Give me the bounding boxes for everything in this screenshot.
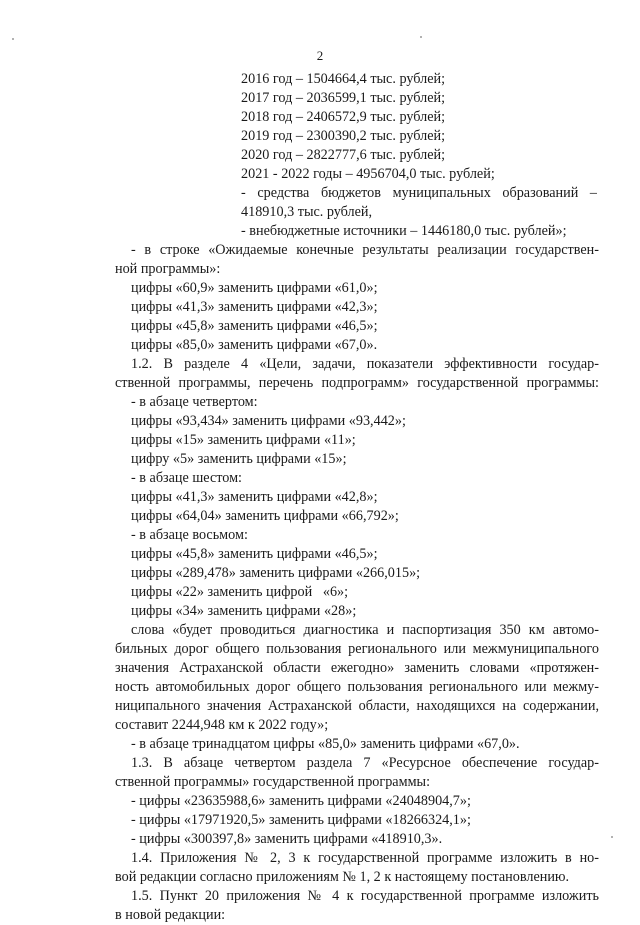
text-line-22: - в абзаце шестом:	[131, 470, 242, 486]
text-line-36: - в абзаце тринадцатом цифры «85,0» заменить цифрами «67,0».	[131, 736, 520, 752]
text-line-16: 1.2. В разделе 4 «Цели, задачи, показатели эффективности государ-	[131, 356, 599, 372]
text-line-9: - внебюджетные источники – 1446180,0 тыс. рублей»;	[241, 223, 567, 239]
text-line-21: цифру «5» заменить цифрами «15»;	[131, 451, 347, 467]
text-line-26: цифры «45,8» заменить цифрами «46,5»;	[131, 546, 378, 562]
scan-speck	[12, 38, 14, 40]
text-line-20: цифры «15» заменить цифрами «11»;	[131, 432, 356, 448]
text-line-15: цифры «85,0» заменить цифрами «67,0».	[131, 337, 378, 353]
text-line-34: ниципального значения Астраханской области, находящихся на содержании,	[115, 698, 599, 714]
text-line-44: 1.5. Пункт 20 приложения № 4 к государственной программе изложить	[131, 888, 599, 904]
page-number: 2	[316, 48, 324, 63]
text-line-31: бильных дорог общего пользования регионального или межмуниципального	[115, 641, 599, 657]
text-line-24: цифры «64,04» заменить цифрами «66,792»;	[131, 508, 399, 524]
text-line-33: ность автомобильных дорог общего пользования регионального или межму-	[115, 679, 599, 695]
text-line-32: значения Астраханской области ежегодно» заменить словами «протяжен-	[115, 660, 599, 676]
text-line-41: - цифры «300397,8» заменить цифрами «418910,3».	[131, 831, 443, 847]
scan-speck	[420, 36, 422, 38]
text-line-2: 2017 год – 2036599,1 тыс. рублей;	[241, 90, 446, 106]
text-line-18: - в абзаце четвертом:	[131, 394, 258, 410]
text-line-28: цифры «22» заменить цифрой «6»;	[131, 584, 349, 600]
text-line-12: цифры «60,9» заменить цифрами «61,0»;	[131, 280, 378, 296]
text-line-30: слова «будет проводиться диагностика и паспортизация 350 км автомо-	[131, 622, 599, 638]
text-line-5: 2020 год – 2822777,6 тыс. рублей;	[241, 147, 446, 163]
text-line-45: в новой редакции:	[115, 907, 226, 923]
text-line-43: вой редакции согласно приложениям № 1, 2 к настоящему постановлению.	[115, 869, 570, 885]
text-line-37: 1.3. В абзаце четвертом раздела 7 «Ресурсное обеспечение государ-	[131, 755, 599, 771]
text-line-40: - цифры «17971920,5» заменить цифрами «18266324,1»;	[131, 812, 471, 828]
text-line-10: - в строке «Ожидаемые конечные результаты реализации государствен-	[131, 242, 599, 258]
text-line-38: ственной программы» государственной программы:	[115, 774, 431, 790]
text-line-25: - в абзаце восьмом:	[131, 527, 248, 543]
text-line-6: 2021 - 2022 годы – 4956704,0 тыс. рублей;	[241, 166, 495, 182]
text-line-14: цифры «45,8» заменить цифрами «46,5»;	[131, 318, 378, 334]
text-line-13: цифры «41,3» заменить цифрами «42,3»;	[131, 299, 378, 315]
text-line-39: - цифры «23635988,6» заменить цифрами «24048904,7»;	[131, 793, 471, 809]
text-line-19: цифры «93,434» заменить цифрами «93,442»;	[131, 413, 406, 429]
text-line-3: 2018 год – 2406572,9 тыс. рублей;	[241, 109, 446, 125]
text-line-23: цифры «41,3» заменить цифрами «42,8»;	[131, 489, 378, 505]
text-line-7: - средства бюджетов муниципальных образований –	[241, 185, 597, 201]
text-line-35: составит 2244,948 км к 2022 году»;	[115, 717, 329, 733]
text-line-42: 1.4. Приложения № 2, 3 к государственной программе изложить в но-	[131, 850, 599, 866]
text-line-4: 2019 год – 2300390,2 тыс. рублей;	[241, 128, 446, 144]
text-line-11: ной программы»:	[115, 261, 221, 277]
text-line-17: ственной программы, перечень подпрограмм» государственной программы:	[115, 375, 599, 391]
scan-speck	[611, 836, 613, 838]
text-line-8: 418910,3 тыс. рублей,	[241, 204, 373, 220]
text-line-1: 2016 год – 1504664,4 тыс. рублей;	[241, 71, 446, 87]
text-line-27: цифры «289,478» заменить цифрами «266,015»;	[131, 565, 421, 581]
text-line-29: цифры «34» заменить цифрами «28»;	[131, 603, 357, 619]
